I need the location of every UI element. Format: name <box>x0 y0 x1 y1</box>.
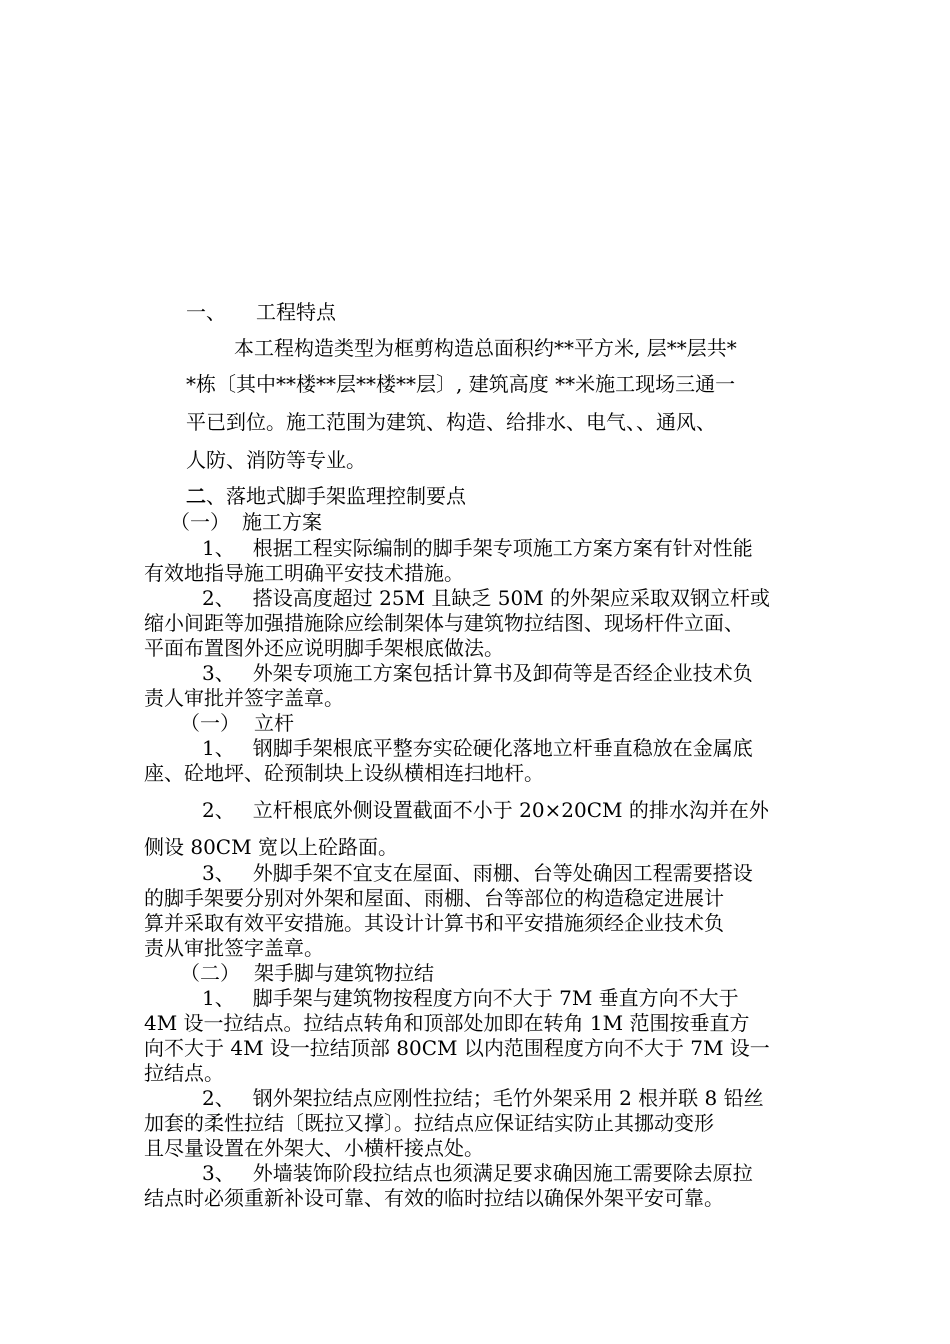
item-text: 外架专项施工方案包括计算书及卸荷等是否经企业技术负 <box>252 661 753 685</box>
subsection-3-title: 架手脚与建筑物拉结 <box>254 961 434 985</box>
item-text: 钢脚手架根底平整夯实砼硬化落地立杆垂直稳放在金属底 <box>252 736 753 760</box>
list-item-first-line <box>202 536 753 560</box>
item-number: 3、 <box>202 1161 235 1185</box>
item-text: 外脚手架不宜支在屋面、雨棚、台等处确因工程需要搭设 <box>252 861 753 885</box>
item-number: 2、 <box>202 1086 235 1110</box>
list-item-first-line <box>202 986 739 1010</box>
list-item-line: 向不大于 4M 设一拉结顶部 80CM 以内范围程度方向不大于 7M 设一 <box>144 1036 770 1060</box>
paragraph-line: 平已到位。施工范围为建筑、构造、给排水、电气、、通风、 <box>186 410 716 434</box>
item-text: 外墙装饰阶段拉结点也须满足要求确因施工需要除去原拉 <box>252 1161 753 1185</box>
item-text: 搭设高度超过 25M 且缺乏 50M 的外架应采取双钢立杆或 <box>252 586 771 610</box>
list-item-line: 加套的柔性拉结〔既拉又撑〕。拉结点应保证结实防止其挪动变形 <box>144 1111 714 1135</box>
subsection-2-label: （一） <box>180 711 240 735</box>
list-item-line: 平面布置图外还应说明脚手架根底做法。 <box>144 636 504 660</box>
section-1-heading <box>186 300 336 324</box>
item-number: 2、 <box>202 798 235 822</box>
section-1-number: 一、 <box>186 300 226 324</box>
list-item-first-line <box>202 1086 764 1110</box>
paragraph-line: 本工程构造类型为框剪构造总面积约**平方米, 层**层共* <box>234 336 737 360</box>
list-item-line: 缩小间距等加强措施除应绘制架体与建筑物拉结图、现场杆件立面、 <box>144 611 744 635</box>
list-item-line: 且尽量设置在外架大、小横杆接点处。 <box>144 1136 484 1160</box>
item-number: 3、 <box>202 861 235 885</box>
list-item-first-line <box>202 798 769 822</box>
item-number: 1、 <box>202 536 235 560</box>
list-item-line: 责从审批签字盖章。 <box>144 936 324 960</box>
subsection-2-title: 立杆 <box>254 711 294 735</box>
list-item-line: 有效地指导施工明确平安技术措施。 <box>144 561 464 585</box>
subsection-3-heading <box>180 961 434 985</box>
item-number: 3、 <box>202 661 235 685</box>
section-1-title: 工程特点 <box>256 300 336 324</box>
list-item-first-line <box>202 661 753 685</box>
section-2-title: 、落地式脚手架监理控制要点 <box>206 484 466 508</box>
list-item-first-line <box>202 1161 753 1185</box>
list-item-line: 拉结点。 <box>144 1061 224 1085</box>
subsection-3-label: （二） <box>180 961 240 985</box>
subsection-2-heading <box>180 711 294 735</box>
subsection-1-title: 施工方案 <box>242 510 322 534</box>
list-item-line: 座、砼地坪、砼预制块上设纵横相连扫地杆。 <box>144 761 544 785</box>
item-number: 1、 <box>202 736 235 760</box>
list-item-line: 算并采取有效平安措施。其设计计算书和平安措施须经企业技术负 <box>144 911 724 935</box>
subsection-1-heading <box>170 510 322 534</box>
item-text: 钢外架拉结点应刚性拉结；毛竹外架采用 2 根并联 8 铅丝 <box>252 1086 764 1110</box>
list-item-line: 侧设 80CM 宽以上砼路面。 <box>144 835 398 859</box>
list-item-first-line <box>202 736 753 760</box>
item-number: 2、 <box>202 586 235 610</box>
item-text: 脚手架与建筑物按程度方向不大于 7M 垂直方向不大于 <box>252 986 739 1010</box>
item-text: 根据工程实际编制的脚手架专项施工方案方案有针对性能 <box>252 536 753 560</box>
subsection-1-label: （一） <box>170 510 230 534</box>
section-2-number: 二 <box>186 484 206 508</box>
list-item-first-line <box>202 861 753 885</box>
item-text: 立杆根底外侧设置截面不小于 20×20CM 的排水沟并在外 <box>252 798 769 822</box>
list-item-line: 责人审批并签字盖章。 <box>144 686 344 710</box>
section-2-heading <box>186 484 466 508</box>
list-item-line: 4M 设一拉结点。拉结点转角和顶部处加即在转角 1M 范围按垂直方 <box>144 1011 750 1035</box>
list-item-first-line <box>202 586 770 610</box>
list-item-line: 结点时必须重新补设可靠、有效的临时拉结以确保外架平安可靠。 <box>144 1186 724 1210</box>
list-item-line: 的脚手架要分别对外架和屋面、雨棚、台等部位的构造稳定进展计 <box>144 886 724 910</box>
item-number: 1、 <box>202 986 235 1010</box>
paragraph-line: 人防、消防等专业。 <box>186 448 366 472</box>
paragraph-line: *栋〔其中**楼**层**楼**层〕, 建筑高度 **米施工现场三通一 <box>186 372 736 396</box>
